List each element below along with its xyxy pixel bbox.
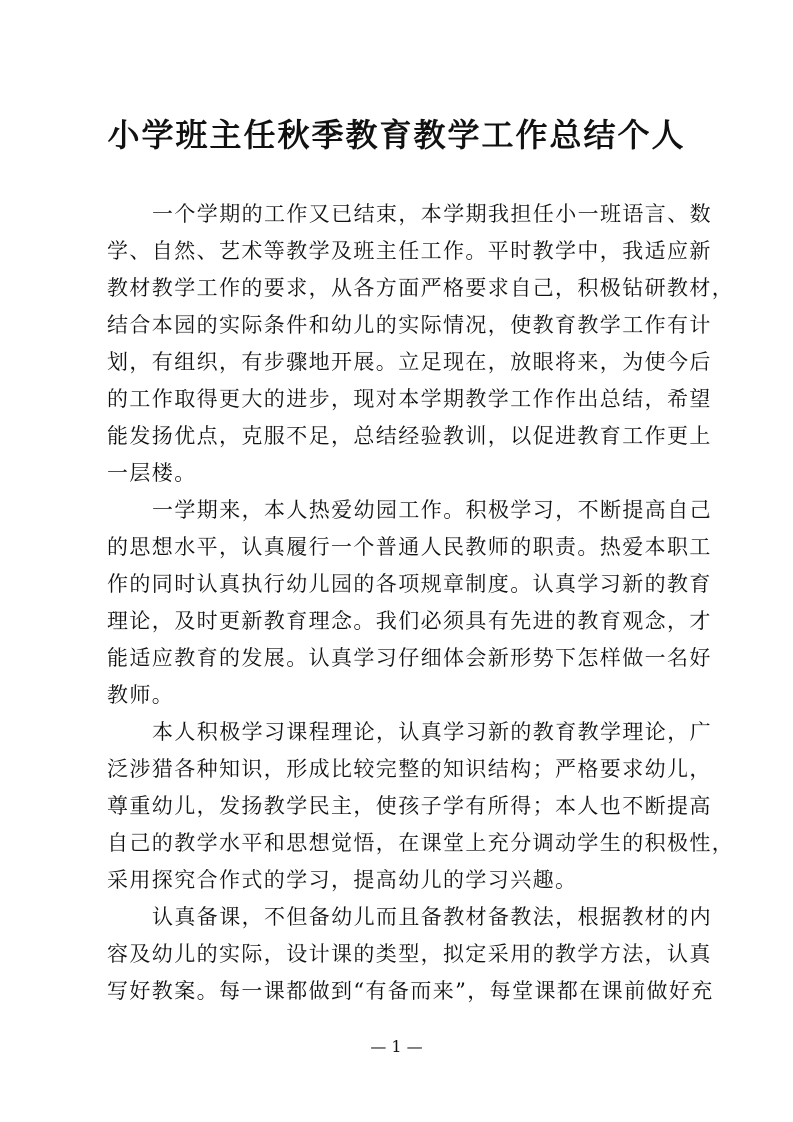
text-line: 泛涉猎各种知识，形成比较完整的知识结构；严格要求幼儿， (107, 757, 712, 781)
text-line: 理论，及时更新教育理念。我们必须具有先进的教育观念，才 (107, 609, 712, 633)
text-line: 容及幼儿的实际，设计课的类型，拟定采用的教学方法，认真 (107, 942, 712, 966)
text-line: 写好教案。每一课都做到“有备而来”，每堂课都在课前做好充 (107, 979, 714, 1003)
text-line: 结合本园的实际条件和幼儿的实际情况，使教育教学工作有计 (107, 313, 712, 337)
paragraph (107, 714, 735, 899)
document-body (107, 196, 735, 1010)
text-line: 认真备课，不但备幼儿而且备教材备教法，根据教材的内 (152, 905, 712, 929)
paragraph (107, 899, 714, 1010)
text-line: 一层楼。 (107, 461, 197, 485)
text-line: 采用探究合作式的学习，提高幼儿的学习兴趣。 (107, 868, 578, 892)
text-line: 的思想水平，认真履行一个普通人民教师的职责。热爱本职工 (107, 535, 712, 559)
text-line: 能适应教育的发展。认真学习仔细体会新形势下怎样做一名好 (107, 646, 712, 670)
text-line: 的工作取得更大的进步，现对本学期教学工作作出总结，希望 (107, 387, 712, 411)
text-line: 作的同时认真执行幼儿园的各项规章制度。认真学习新的教育 (107, 572, 712, 596)
text-line: 自己的教学水平和思想觉悟，在课堂上充分调动学生的积极性， (107, 831, 735, 855)
text-line: 尊重幼儿，发扬教学民主，使孩子学有所得；本人也不断提高 (107, 794, 712, 818)
document-title: 小学班主任秋季教育教学工作总结个人 (107, 116, 686, 154)
text-line: 划，有组织，有步骤地开展。立足现在，放眼将来，为使今后 (107, 350, 712, 374)
page-number: — 1 — (370, 1037, 423, 1056)
text-line: 学、自然、艺术等教学及班主任工作。平时教学中，我适应新 (107, 239, 712, 263)
paragraph (107, 492, 712, 714)
text-line: 教师。 (107, 683, 175, 707)
text-line: 能发扬优点，克服不足，总结经验教训，以促进教育工作更上 (107, 424, 712, 448)
paragraph (107, 196, 735, 492)
text-line: 本人积极学习课程理论，认真学习新的教育教学理论，广 (152, 720, 712, 744)
text-line: 教材教学工作的要求，从各方面严格要求自己，积极钻研教材， (107, 276, 735, 300)
text-line: 一学期来，本人热爱幼园工作。积极学习，不断提高自己 (152, 498, 712, 522)
text-line: 一个学期的工作又已结束，本学期我担任小一班语言、数 (152, 202, 712, 226)
